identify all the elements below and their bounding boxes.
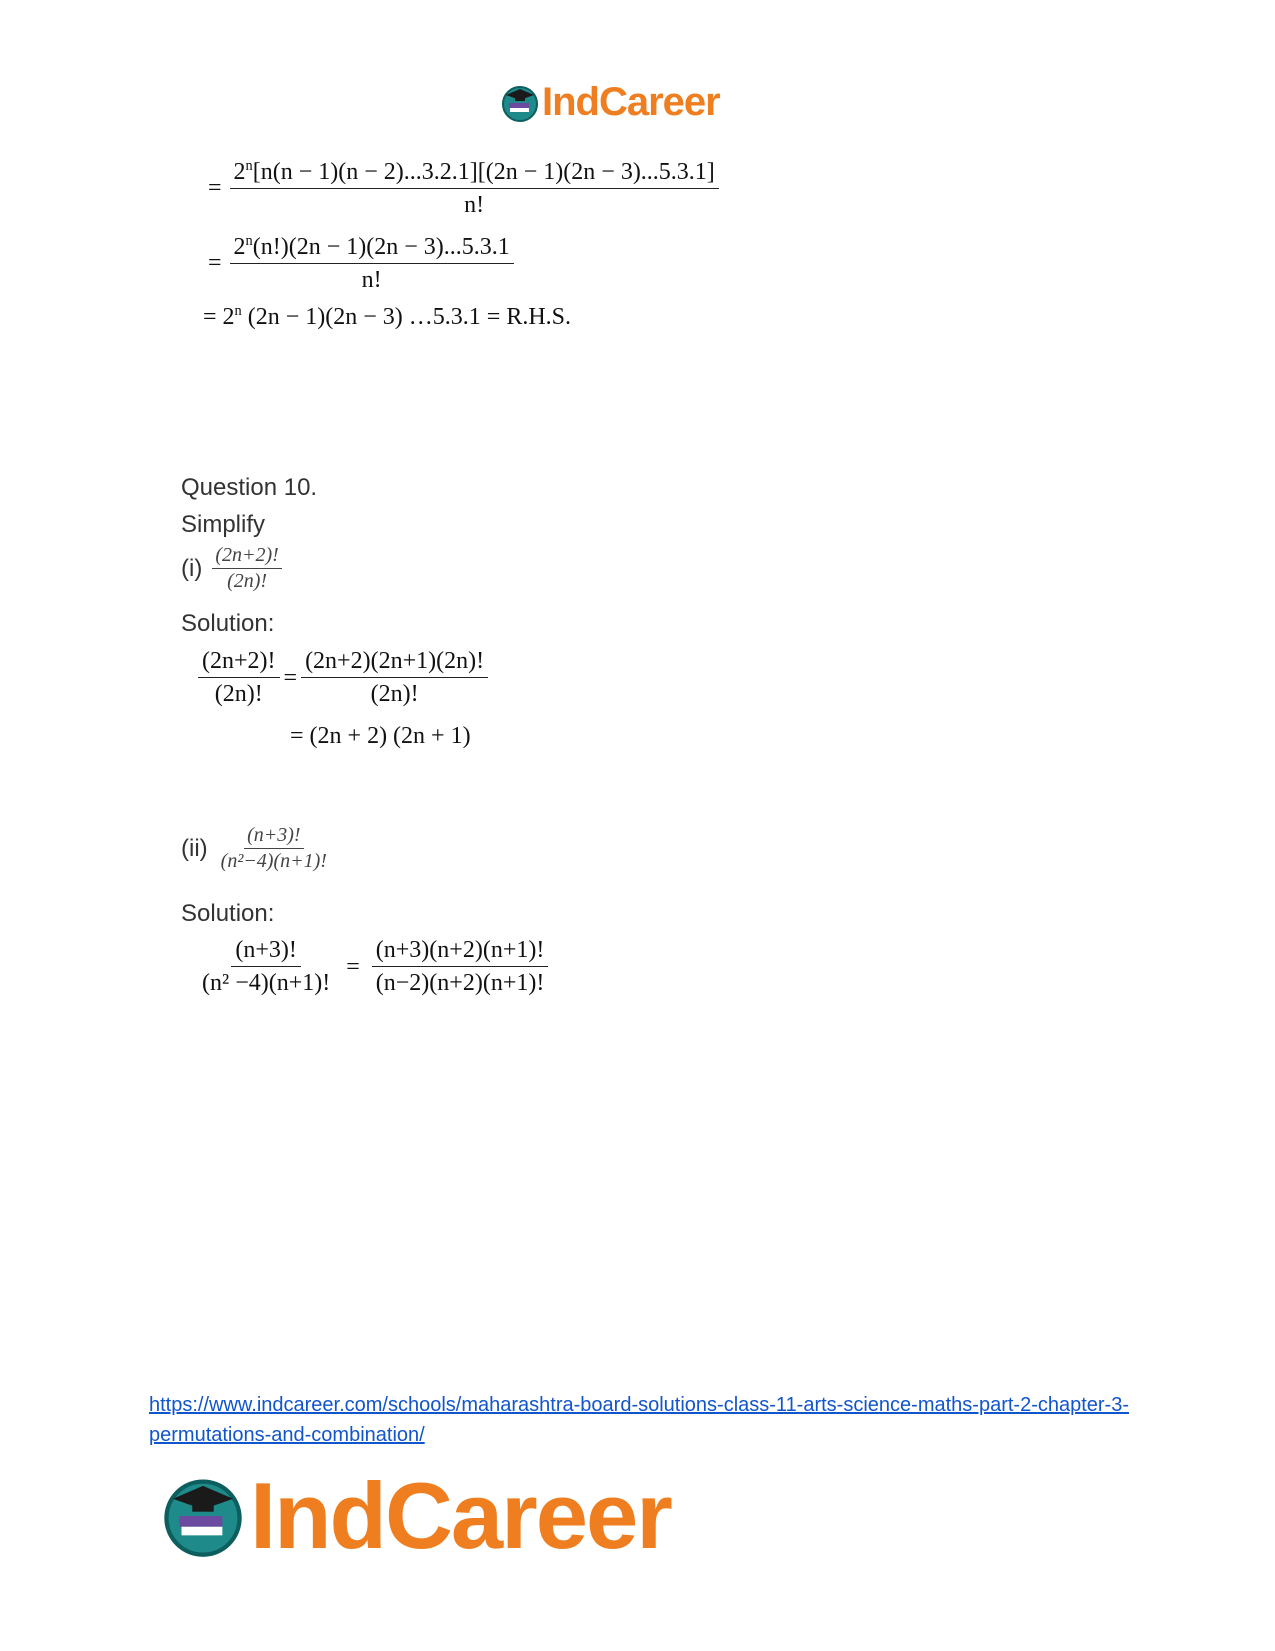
proof-line-1-denominator: n! [464, 192, 485, 218]
part-i-solution-label: Solution: [181, 610, 275, 637]
part-ii-rhs-denominator: (n−2)(n+2)(n+1)! [375, 970, 545, 996]
part-i-rhs-numerator: (2n+2)(2n+1)(2n)! [301, 648, 488, 678]
question-title: Question 10. [181, 474, 318, 501]
proof-line-2-numerator: (n!)(2n − 1)(2n − 3)...5.3.1 [252, 234, 510, 260]
brand-name: IndCareer [250, 1463, 671, 1568]
part-i-solution-equation: $\frac{(2n+2)!}{(2n)!}$ = $\frac{(2n+2)(2n+1)(2n)!}{(2n)!}$ [198, 648, 488, 708]
part-ii-prompt [181, 824, 330, 873]
part-i-result: = (2n + 2) (2n + 1) [290, 723, 471, 749]
part-ii-lhs-numerator: (n+3)! [231, 937, 301, 967]
part-i-numerator: (2n+2)! [212, 544, 281, 569]
part-ii-numerator: (n+3)! [244, 824, 303, 849]
graduation-book-globe-icon [500, 83, 540, 123]
part-i-lhs-denominator: (2n)! [214, 681, 263, 707]
proof-line-1-numerator: [n(n − 1)(n − 2)...3.2.1][(2n − 1)(2n − 3)...5.3.1] [252, 159, 715, 185]
proof-line-1: = $\frac{2^n[n(n - 1)(n - 2)...3.2.1][(2n - 1)(2n - 3)...5.3.1]}{n!}$ [200, 158, 719, 219]
footer-logo [160, 1462, 671, 1570]
graduation-book-globe-icon [160, 1473, 246, 1559]
part-ii-lhs-denominator: (n² −4)(n+1)! [202, 970, 331, 996]
source-url-link[interactable]: https://www.indcareer.com/schools/maharashtra-board-solutions-class-11-arts-science-maths-part-2-chapter-3-permutations-and-combination/ [149, 1394, 1129, 1446]
part-ii-denominator: (n²−4)(n+1)! [220, 850, 327, 872]
part-ii-solution-label: Solution: [181, 900, 275, 927]
brand-name: IndCareer [542, 80, 720, 124]
part-ii-rhs-numerator: (n+3)(n+2)(n+1)! [372, 937, 549, 967]
part-i-prompt [181, 544, 282, 593]
part-ii-label: (ii) [181, 834, 208, 862]
part-i-denominator: (2n)! [227, 570, 268, 592]
part-i-lhs-numerator: (2n+2)! [198, 648, 280, 678]
question-instruction: Simplify [181, 511, 266, 538]
header-logo [500, 80, 720, 125]
proof-line-2-denominator: n! [361, 267, 382, 293]
part-i-rhs-denominator: (2n)! [370, 681, 419, 707]
proof-line-3: = $2^n$ (2n − 1)(2n − 3) …5.3.1 = R.H.S. [203, 303, 572, 330]
part-ii-solution-equation: $\frac{(n+3)!}{\text{(n² −4)(n+1)!}}$ = $\frac{(n+3)(n+2)(n+1)!}{(n-2)(n+2)(n+1)!}$ [198, 937, 548, 997]
proof-line-2: = $\frac{2^n(n!)(2n - 1)(2n - 3)...5.3.1}{n!}$ [200, 233, 514, 294]
part-i-label: (i) [181, 554, 203, 582]
